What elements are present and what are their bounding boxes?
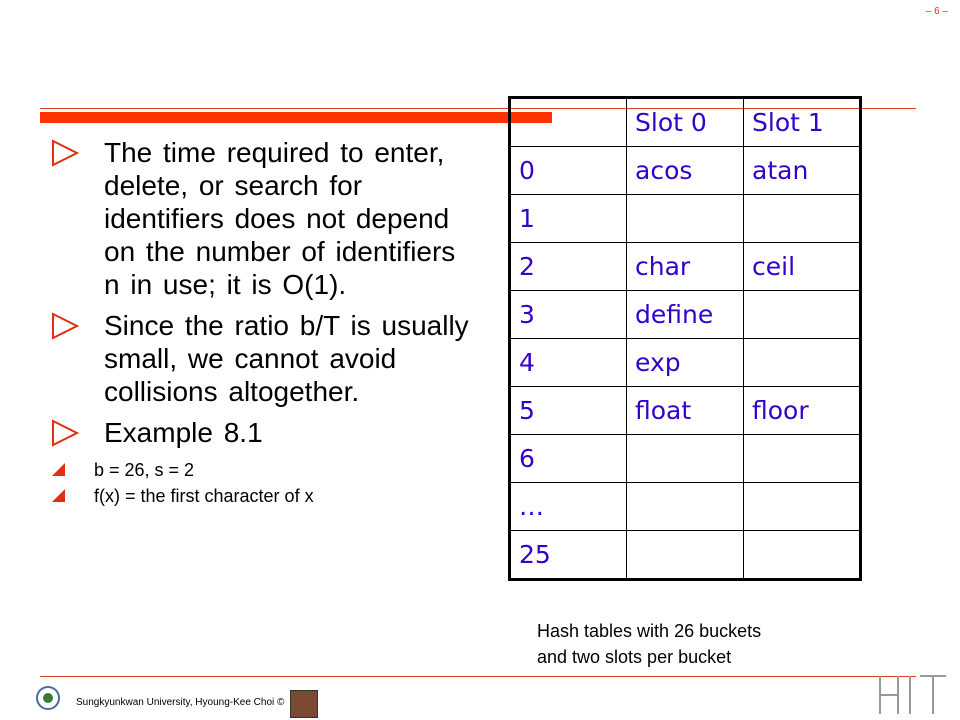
sub-bullet-item — [50, 457, 470, 483]
sub-bullet-list — [50, 457, 470, 509]
table-header-row — [510, 98, 861, 147]
slot-cell: atan — [744, 147, 861, 195]
slot-cell: float — [627, 387, 744, 435]
page-number: – 6 – — [925, 6, 948, 17]
sub-bullet-text: f(x) = the first character of x — [94, 486, 314, 506]
bucket-index-cell: 4 — [510, 339, 627, 387]
university-logo-icon — [36, 686, 60, 710]
bucket-index-cell: 2 — [510, 243, 627, 291]
bullet-item — [50, 136, 470, 301]
hash-table-container — [508, 96, 862, 581]
triangle-filled-icon — [52, 489, 65, 502]
bucket-index-cell: 3 — [510, 291, 627, 339]
slot-cell — [744, 291, 861, 339]
slot-cell — [627, 435, 744, 483]
footer-rule — [40, 676, 916, 677]
slot-cell: acos — [627, 147, 744, 195]
footer-text: Sungkyunkwan University, Hyoung-Kee Choi © — [76, 697, 285, 708]
bullet-item — [50, 309, 470, 408]
slot-cell — [744, 483, 861, 531]
slot-cell: floor — [744, 387, 861, 435]
table-row — [510, 243, 861, 291]
triangle-outline-icon — [50, 418, 80, 448]
bucket-index-cell: 25 — [510, 531, 627, 580]
bucket-index-cell: 5 — [510, 387, 627, 435]
slot-cell — [627, 195, 744, 243]
table-caption — [537, 618, 761, 670]
table-header-cell — [510, 98, 627, 147]
slot-cell — [744, 531, 861, 580]
bucket-index-cell: 0 — [510, 147, 627, 195]
bullet-list — [50, 136, 470, 509]
bucket-index-cell: … — [510, 483, 627, 531]
table-header-cell: Slot 0 — [627, 98, 744, 147]
hash-table — [508, 96, 862, 581]
bucket-index-cell: 6 — [510, 435, 627, 483]
author-photo — [290, 690, 318, 718]
caption-line: and two slots per bucket — [537, 647, 732, 667]
triangle-outline-icon — [50, 311, 80, 341]
table-row — [510, 531, 861, 580]
table-row — [510, 435, 861, 483]
table-header-cell: Slot 1 — [744, 98, 861, 147]
slot-cell: exp — [627, 339, 744, 387]
slot-cell — [744, 339, 861, 387]
table-row — [510, 195, 861, 243]
table-row — [510, 291, 861, 339]
bullet-text: Since the ratio b/T is usually small, we cannot avoid collisions altogether. — [104, 310, 469, 407]
slot-cell — [627, 531, 744, 580]
slot-cell: char — [627, 243, 744, 291]
bucket-index-cell: 1 — [510, 195, 627, 243]
table-row — [510, 387, 861, 435]
sub-bullet-item — [50, 483, 470, 509]
hit-logo-icon — [872, 670, 952, 720]
sub-bullet-text: b = 26, s = 2 — [94, 460, 195, 480]
bullet-text: The time required to enter, delete, or search for identifiers does not depend on the number of identifiers n in use; it is O(1). — [104, 137, 456, 300]
slot-cell: define — [627, 291, 744, 339]
slot-cell — [627, 483, 744, 531]
bullet-item — [50, 416, 470, 449]
slot-cell — [744, 195, 861, 243]
caption-line: Hash tables with 26 buckets — [537, 621, 762, 641]
table-row — [510, 339, 861, 387]
triangle-outline-icon — [50, 138, 80, 168]
table-row — [510, 483, 861, 531]
bullet-text: Example 8.1 — [104, 417, 263, 448]
slot-cell: ceil — [744, 243, 861, 291]
accent-bar — [40, 112, 552, 123]
slot-cell — [744, 435, 861, 483]
table-row — [510, 147, 861, 195]
triangle-filled-icon — [52, 463, 65, 476]
